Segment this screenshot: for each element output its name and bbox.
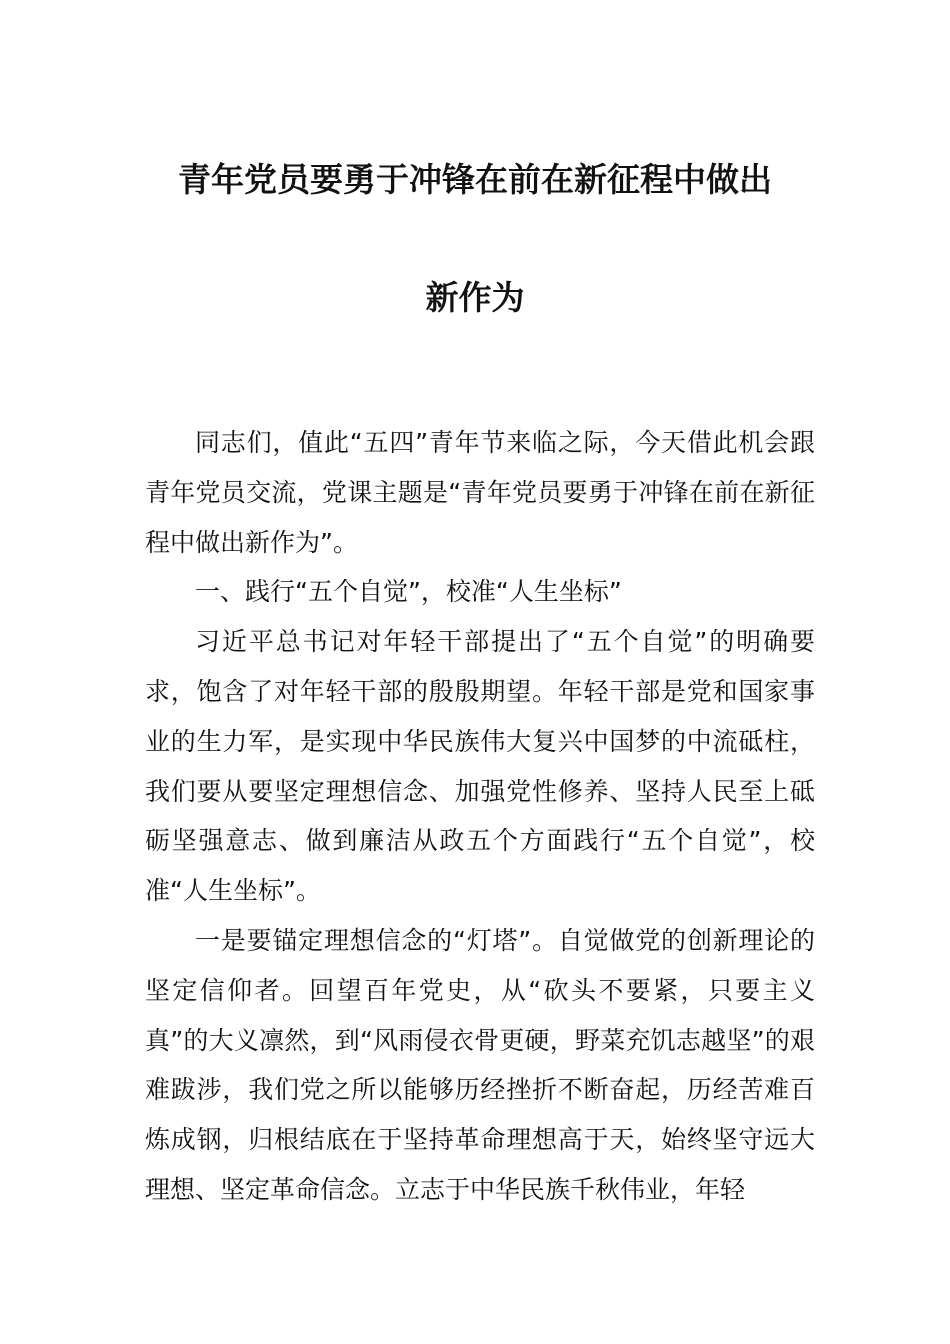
paragraph-five-consciousness: 习近平总书记对年轻干部提出了“五个自觉”的明确要求，饱含了对年轻干部的殷殷期望。年轻干部是党和国家事业的生力军，是实现中华民族伟大复兴中国梦的中流砥柱，我们要从要坚定理想信念、加强党性修养、坚持人民至上砥砺坚强意志、做到廉洁从政五个方面践行“五个自觉”，校准“人生坐标”。 bbox=[145, 627, 815, 906]
section-heading-1: 一、践行“五个自觉”，校准“人生坐标” bbox=[195, 577, 622, 607]
paragraph-intro: 同志们，值此“五四”青年节来临之际，今天借此机会跟青年党员交流，党课主题是“青年党员要勇于冲锋在前在新征程中做出新作为”。 bbox=[145, 428, 815, 557]
paragraph-ideals-lighthouse: 一是要锚定理想信念的“灯塔”。自觉做党的创新理论的坚定信仰者。回望百年党史，从“砍头不要紧，只要主义真”的大义凛然，到“风雨侵衣骨更硬，野菜充饥志越坚”的艰难跋涉，我们党之所以能够历经挫折不断奋起，历经苦难百炼成钢，归根结底在于坚持革命理想高于天，始终坚守远大理想、坚定革命信念。立志于中华民族千秋伟业，年轻 bbox=[145, 925, 815, 1204]
document-title-line-2: 新作为 bbox=[425, 278, 525, 317]
document-title-line-1: 青年党员要勇于冲锋在前在新征程中做出 bbox=[178, 160, 772, 199]
document-body bbox=[145, 418, 815, 1215]
